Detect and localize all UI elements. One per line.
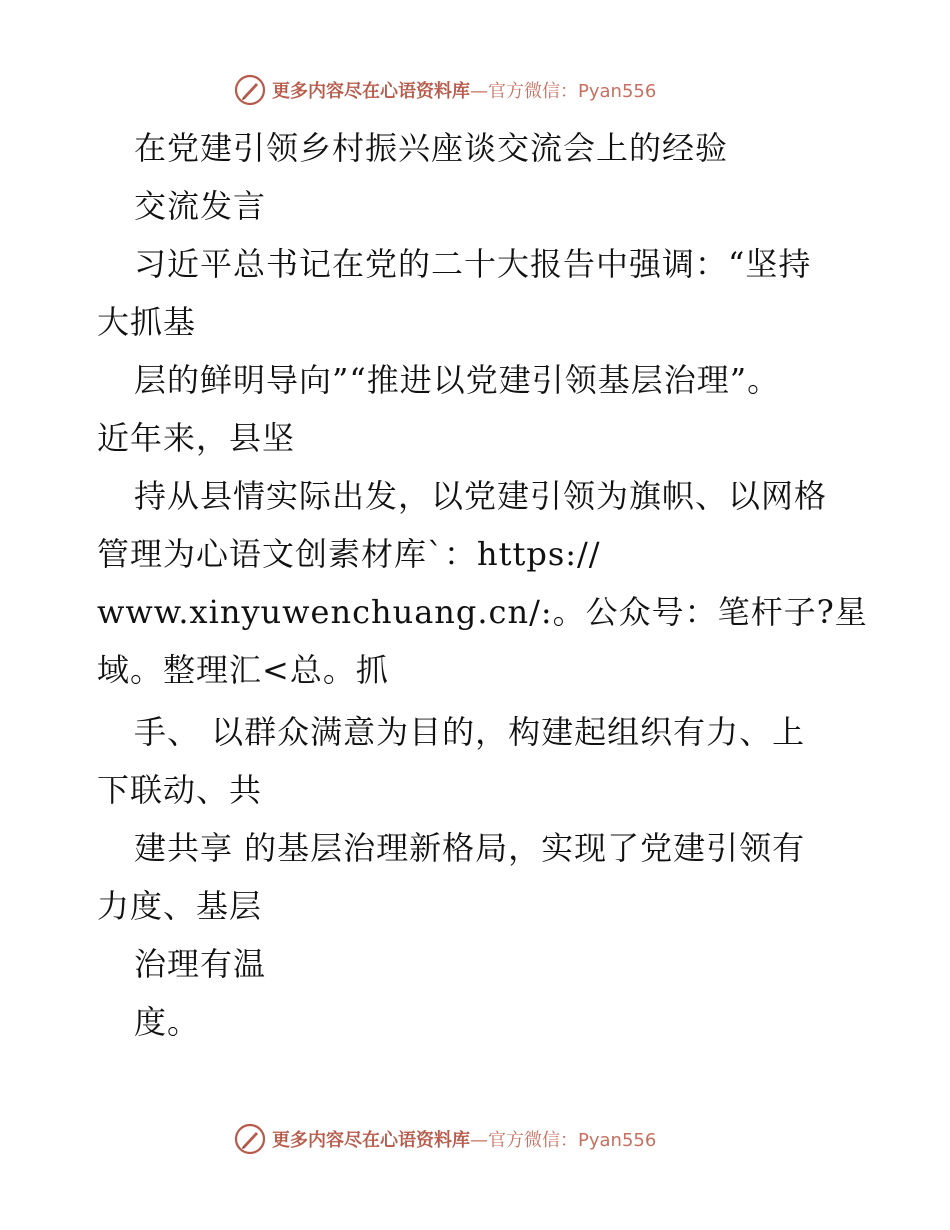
banner-wechat-text: —官方微信：Pyan556 [470,81,657,102]
quill-pen-logo-icon [234,74,266,106]
doc-paragraph-line: 大抓基 [97,303,197,341]
doc-paragraph-line: 持从县情实际出发，以党建引领为旗帜、以网格 [134,477,828,515]
doc-paragraph-line: 域。整理汇<总。抓 [97,651,389,689]
banner-wechat-text: —官方微信：Pyan556 [470,1130,657,1151]
doc-paragraph-line: 层的鲜明导向”“推进以党建引领基层治理”。 [134,361,781,399]
doc-paragraph-line: 下联动、共 [97,771,263,809]
doc-paragraph-line: 管理为心语文创素材库`：https:// [97,535,601,573]
banner-brand-text: 更多内容尽在心语资料库 [272,1130,470,1151]
doc-paragraph-line: 治理有温 [134,945,267,983]
quill-pen-logo-icon [234,1123,266,1155]
header-watermark-banner [234,72,656,108]
doc-title-line-2: 交流发言 [134,187,267,225]
doc-paragraph-line: 近年来，县坚 [97,419,296,457]
doc-paragraph-line: 手、 以群众满意为目的，构建起组织有力、上 [134,713,806,751]
doc-paragraph-line: www.xinyuwenchuang.cn/:。公众号：笔杆子?星 [97,593,868,631]
doc-paragraph-line: 习近平总书记在党的二十大报告中强调：“坚持 [134,245,812,283]
doc-paragraph-line: 度。 [134,1003,201,1041]
doc-paragraph-line: 力度、基层 [97,887,263,925]
footer-watermark-banner [234,1121,656,1157]
banner-brand-text: 更多内容尽在心语资料库 [272,81,470,102]
doc-title-line-1: 在党建引领乡村振兴座谈交流会上的经验 [134,129,729,167]
doc-paragraph-line: 建共享 的基层治理新格局，实现了党建引领有 [134,829,806,867]
